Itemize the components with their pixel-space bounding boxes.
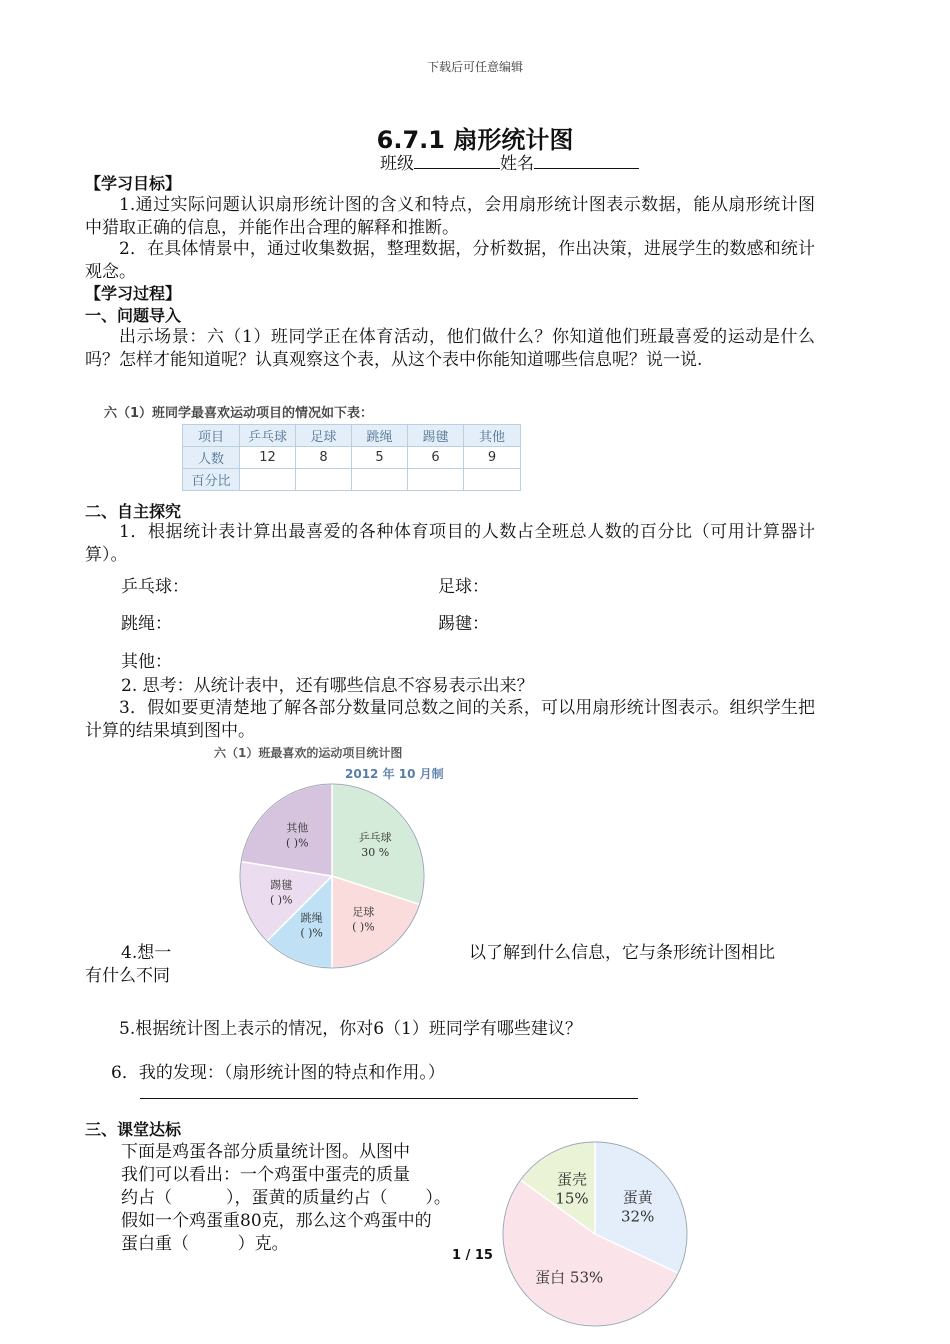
question-4-right: 以了解到什么信息，它与条形统计图相比	[469, 943, 775, 963]
table-cell: 足球	[296, 425, 352, 447]
row-label: 项目	[183, 425, 240, 447]
page-number: 1 / 15	[452, 1248, 493, 1263]
egg-pie-shell-label: 蛋壳	[556, 1170, 588, 1189]
table-cell: 6	[408, 447, 464, 469]
class-label: 班级	[380, 154, 414, 174]
pie1-caption: 六（1）班最喜欢的运动项目统计图	[214, 746, 403, 760]
question-3: 3．假如要更清楚地了解各部分数量同总数之间的关系，可以用扇形统计图表示。组织学生把计算的结果填到图中。	[85, 698, 815, 741]
sport-pie-4-label: 其他	[286, 821, 309, 835]
rope-label: 跳绳：	[121, 614, 172, 634]
table-cell: 踢毽	[408, 425, 464, 447]
question-4-left: 4.想一	[121, 943, 172, 963]
sport-pie-1-label: 足球	[352, 905, 375, 919]
part1-text: 出示场景：六（1）班同学正在体育活动，他们做什么？你知道他们班最喜爱的运动是什么吗？怎样才能知道呢？认真观察这个表，从这个表中你能知道哪些信息呢？说一说.	[85, 327, 815, 370]
question-6: 6．我的发现：（扇形统计图的特点和作用。）	[111, 1063, 445, 1083]
row-label: 人数	[183, 447, 240, 469]
egg-text-3: 约占（ ），蛋黄的质量约占（ ）。	[121, 1188, 451, 1208]
egg-pie-yolk-label: 32%	[621, 1207, 655, 1226]
question-4-line2: 有什么不同	[85, 966, 170, 986]
table-cell: 12	[240, 447, 296, 469]
egg-pie-yolk-label: 蛋黄	[622, 1188, 653, 1207]
page-title: 6.7.1 扇形统计图	[376, 126, 574, 154]
table-caption: 六（1）班同学最喜欢运动项目的情况如下表：	[104, 406, 374, 421]
goal-1: 1.通过实际问题认识扇形统计图的含义和特点，会用扇形统计图表示数据，能从扇形统计图中猎取正确的信息，并能作出合理的解释和推断。	[85, 195, 815, 238]
football-label: 足球：	[438, 577, 489, 597]
name-blank	[534, 151, 639, 169]
sport-pie-3-label: 踢毽	[270, 878, 293, 892]
process-heading: 【学习过程】	[85, 284, 182, 303]
sport-pie-0-label: 30 %	[361, 845, 390, 859]
egg-text-2: 我们可以看出：一个鸡蛋中蛋壳的质量	[121, 1165, 410, 1185]
table-row	[183, 447, 521, 469]
sport-table	[182, 424, 521, 491]
header-note: 下载后可任意编辑	[426, 60, 523, 74]
question-2: 2. 思考：从统计表中，还有哪些信息不容易表示出来？	[121, 676, 534, 696]
pie1-subtitle: 2012 年 10 月制	[345, 767, 444, 781]
egg-pie-chart	[500, 1132, 690, 1337]
table-cell	[464, 469, 521, 491]
table-cell	[296, 469, 352, 491]
question-5: 5.根据统计图上表示的情况，你对6（1）班同学有哪些建议？	[119, 1019, 582, 1039]
other-label: 其他：	[121, 652, 172, 672]
sport-pie-4-label: ( )%	[286, 836, 309, 850]
part3-heading: 三、课堂达标	[85, 1120, 182, 1139]
name-label: 姓名	[500, 154, 534, 174]
table-row	[183, 469, 521, 491]
table-cell	[408, 469, 464, 491]
table-cell: 8	[296, 447, 352, 469]
goals-heading: 【学习目标】	[85, 174, 182, 193]
table-cell: 其他	[464, 425, 521, 447]
shuttlecock-label: 踢毽：	[438, 614, 489, 634]
question-1: 1．根据统计表计算出最喜爱的各种体育项目的人数占全班总人数的百分比（可用计算器计算）。	[85, 522, 815, 565]
sport-pie-2-label: 跳绳	[300, 911, 323, 925]
pingpong-label: 乒乓球：	[121, 577, 189, 597]
part1-heading: 一、问题导入	[85, 306, 182, 325]
egg-text-5: 蛋白重（ ）克。	[121, 1234, 289, 1254]
table-cell: 乒乓球	[240, 425, 296, 447]
table-row	[183, 425, 521, 447]
class-blank	[414, 151, 500, 169]
sport-pie-0-label: 乒乓球	[358, 830, 392, 844]
sport-pie-1-label: ( )%	[352, 920, 375, 934]
table-cell	[352, 469, 408, 491]
table-cell: 9	[464, 447, 521, 469]
table-cell	[240, 469, 296, 491]
answer-line	[140, 1098, 638, 1099]
sport-pie-3-label: ( )%	[270, 893, 293, 907]
goal-2: 2．在具体情景中，通过收集数据，整理数据，分析数据，作出决策，进展学生的数感和统计观念。	[85, 239, 815, 282]
egg-pie-white-label: 蛋白 53%	[535, 1268, 604, 1287]
table-cell: 跳绳	[352, 425, 408, 447]
table-cell: 5	[352, 447, 408, 469]
egg-pie-shell-label: 15%	[555, 1189, 589, 1208]
row-label: 百分比	[183, 469, 240, 491]
egg-text-4: 假如一个鸡蛋重80克，那么这个鸡蛋中的	[121, 1211, 432, 1231]
egg-text-1: 下面是鸡蛋各部分质量统计图。从图中	[121, 1142, 410, 1162]
class-name-line	[380, 149, 639, 174]
part2-heading: 二、自主探究	[85, 502, 182, 521]
sport-pie-chart	[228, 780, 438, 980]
sport-pie-2-label: ( )%	[300, 926, 323, 940]
